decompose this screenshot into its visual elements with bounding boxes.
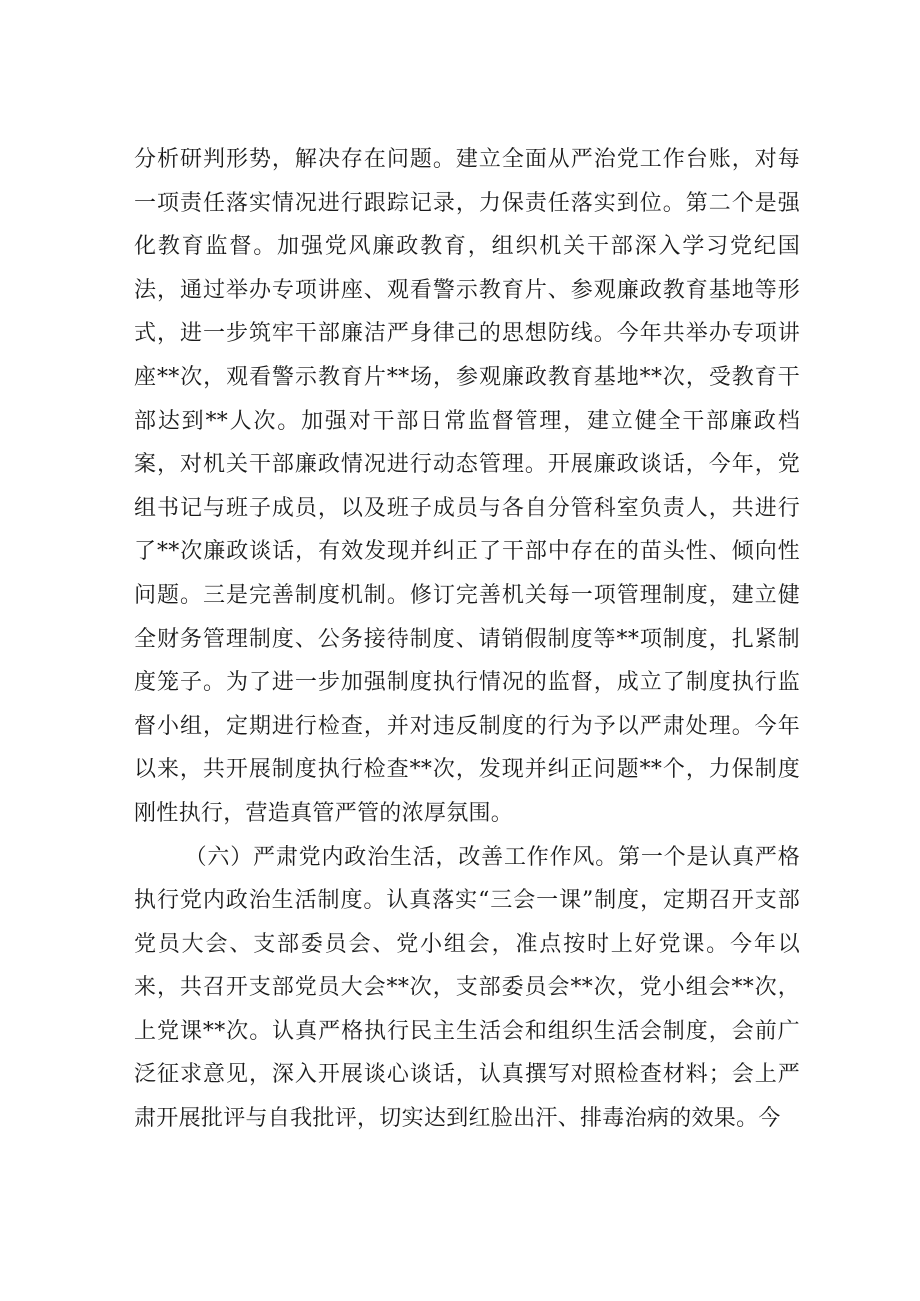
body-paragraph-1: 分析研判形势，解决存在问题。建立全面从严治党工作台账，对每一项责任落实情况进行跟踪记录，力保责任落实到位。第二个是强化教育监督。加强党风廉政教育，组织机关干部深入学习党纪国法，通过举办专项讲座、观看警示教育片、参观廉政教育基地等形式，进一步筑牢干部廉洁严身律己的思想防线。今年共举办专项讲座**次，观看警示教育片**场，参观廉政教育基地**次，受教育干部达到**人次。加强对干部日常监督管理，建立健全干部廉政档案，对机关干部廉政情况进行动态管理。开展廉政谈话，今年，党组书记与班子成员，以及班子成员与各自分管科室负责人，共进行了**次廉政谈话，有效发现并纠正了干部中存在的苗头性、倾向性问题。三是完善制度机制。修订完善机关每一项管理制度，建立健全财务管理制度、公务接待制度、请销假制度等**项制度，扎紧制度笼子。为了进一步加强制度执行情况的监督，成立了制度执行监督小组，定期进行检查，并对违反制度的行为予以严肃处理。今年以来，共开展制度执行检查**次，发现并纠正问题**个，力保制度刚性执行，营造真管严管的浓厚氛围。 — [134, 147, 800, 826]
document-page — [134, 138, 800, 1141]
body-paragraph-2: （六）严肃党内政治生活，改善工作作风。第一个是认真严格执行党内政治生活制度。认真落实“三会一课”制度，定期召开支部党员大会、支部委员会、党小组会，准点按时上好党课。今年以来，共召开支部党员大会**次，支部委员会**次，党小组会**次，上党课**次。认真严格执行民主生活会和组织生活会制度，会前广泛征求意见，深入开展谈心谈话，认真撰写对照检查材料；会上严肃开展批评与自我批评，切实达到红脸出汗、排毒治病的效果。今 — [134, 844, 800, 1132]
